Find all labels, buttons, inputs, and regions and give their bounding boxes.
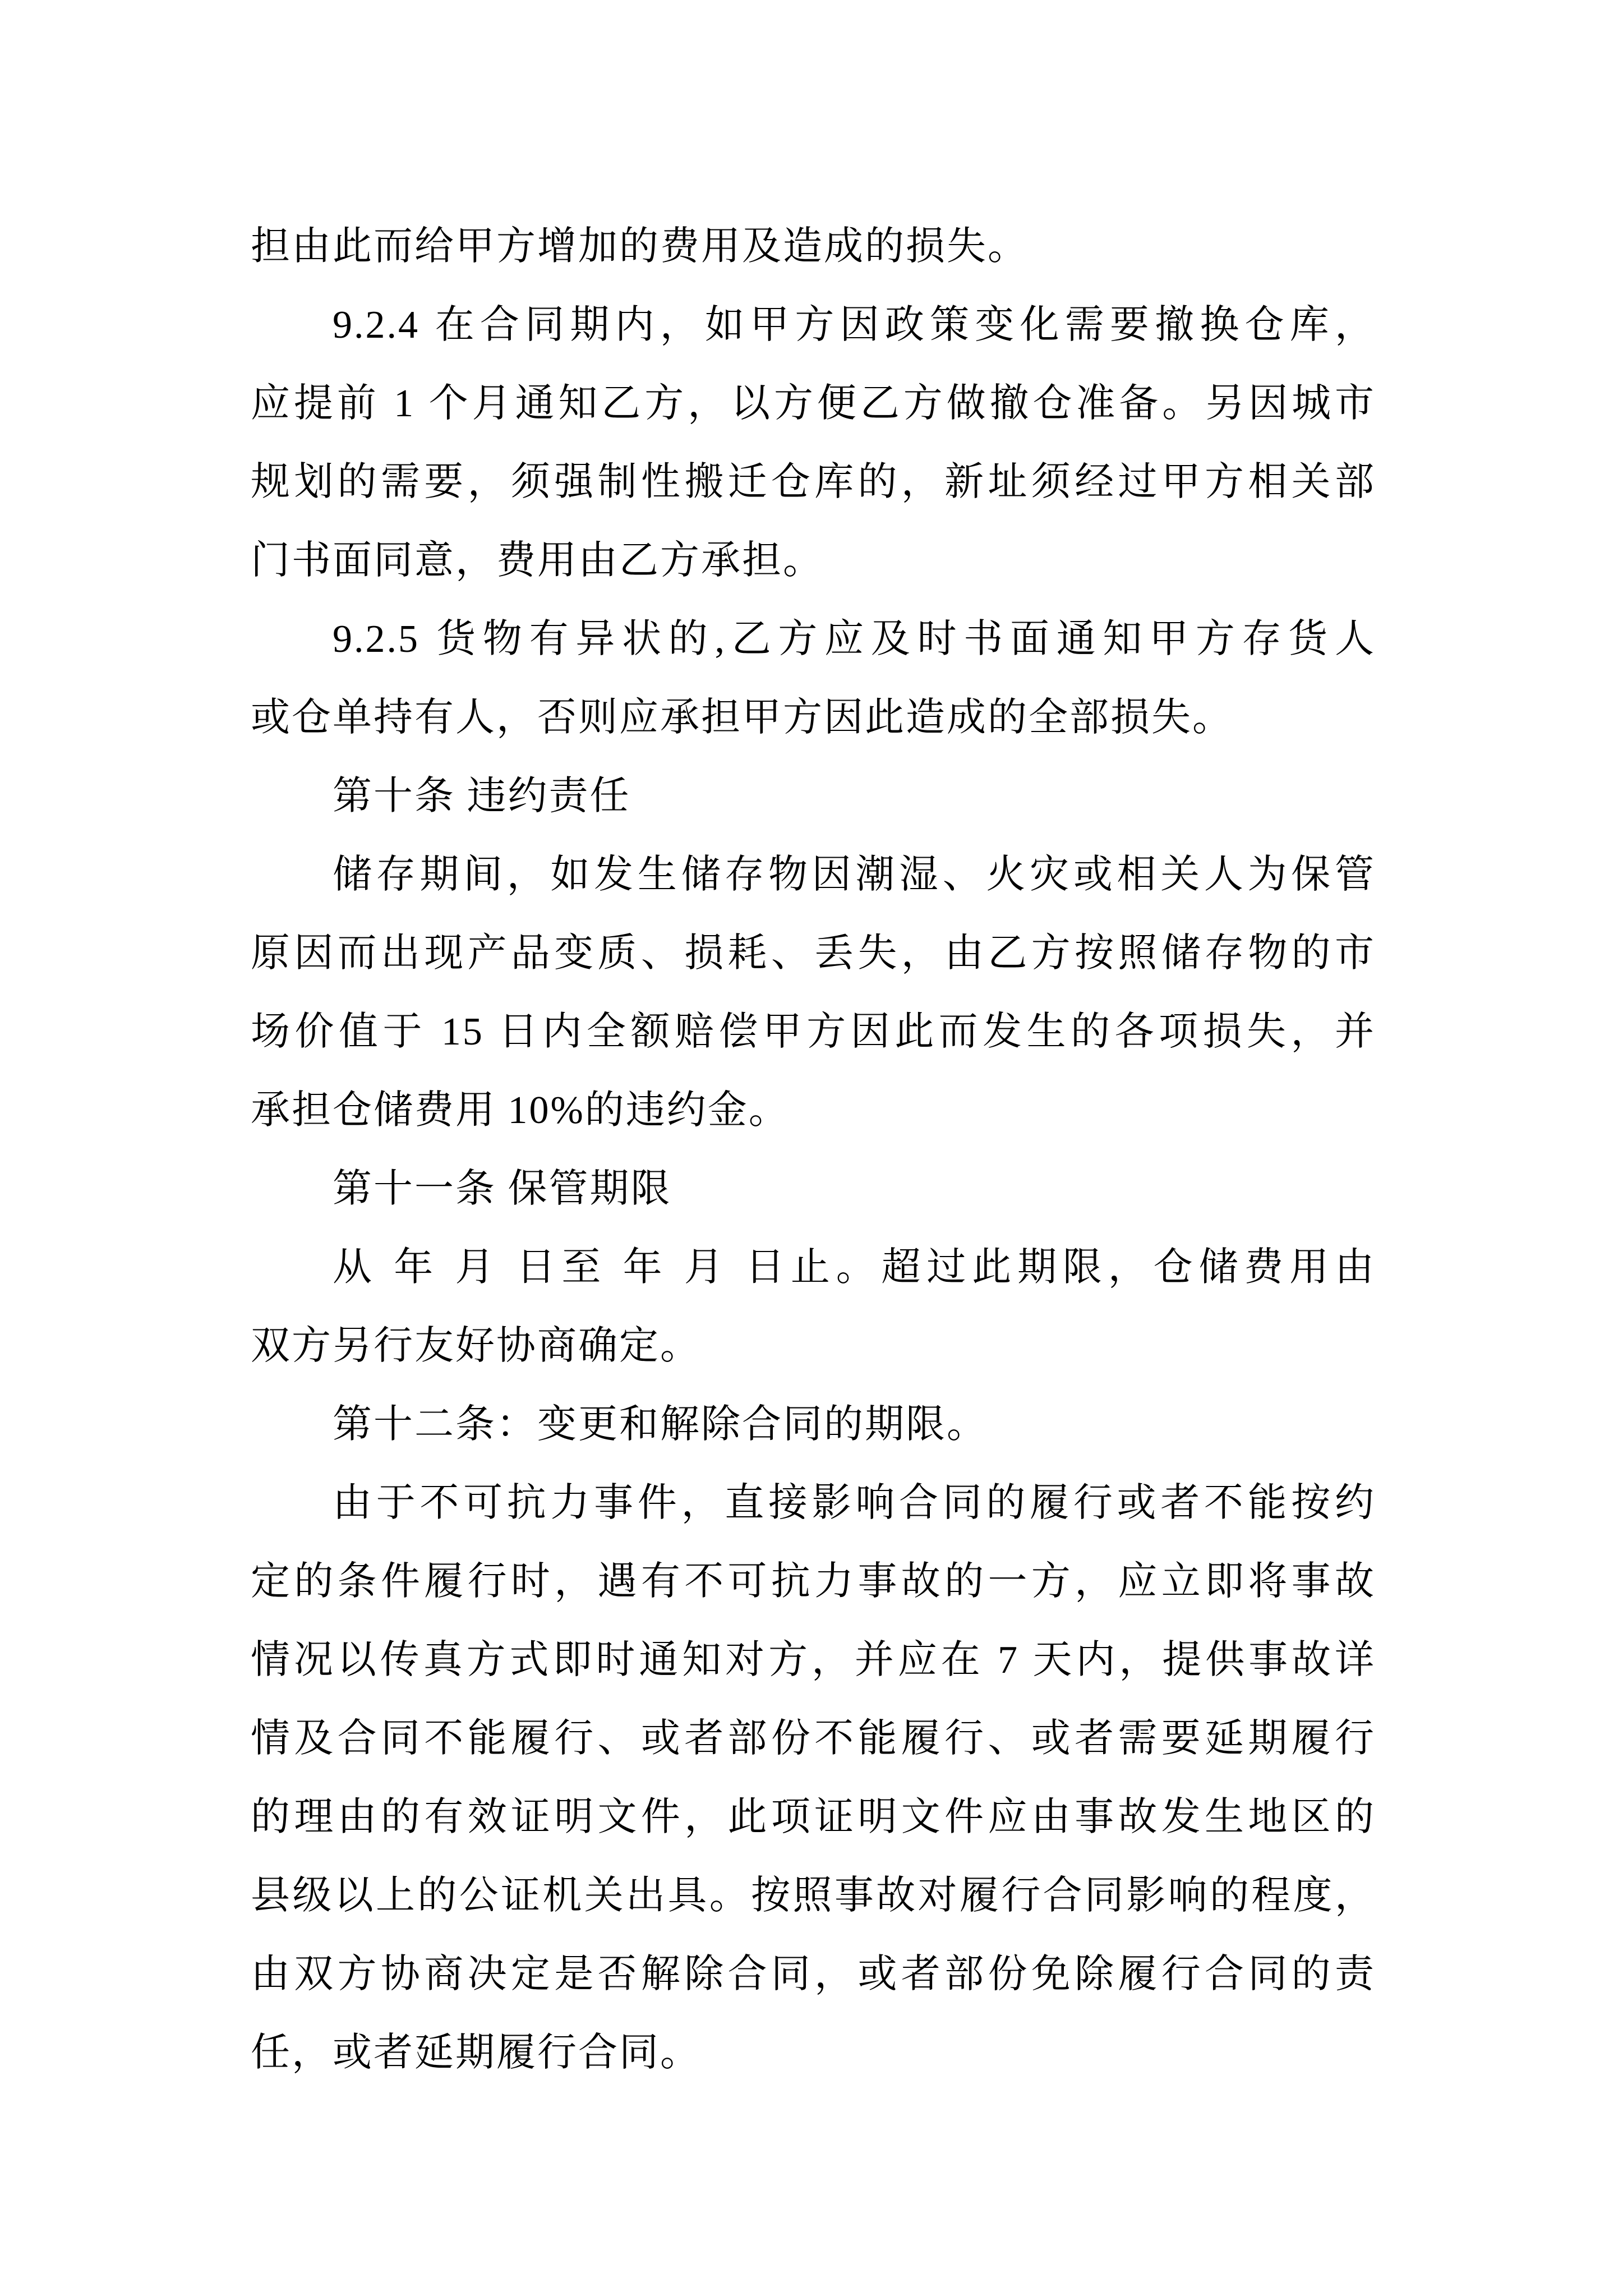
contract-text-line: 担由此而给甲方增加的费用及造成的损失。 <box>251 225 1029 268</box>
contract-text-line: 的理由的有效证明文件，此项证明文件应由事故发生地区的 <box>251 1796 1376 1839</box>
contract-text-line: 情及合同不能履行、或者部份不能履行、或者需要延期履行 <box>251 1717 1376 1760</box>
contract-text-line: 双方另行友好协商确定。 <box>251 1324 701 1368</box>
contract-text-line: 原因而出现产品变质、损耗、丢失，由乙方按照储存物的市 <box>251 932 1376 975</box>
contract-text-line: 场价值于 15 日内全额赔偿甲方因此而发生的各项损失，并 <box>251 1010 1376 1053</box>
contract-text-line: 由双方协商决定是否解除合同，或者部份免除履行合同的责 <box>251 1953 1376 1996</box>
contract-text-line: 任，或者延期履行合同。 <box>251 2031 701 2074</box>
contract-text-line: 或仓单持有人，否则应承担甲方因此造成的全部损失。 <box>251 696 1233 739</box>
contract-text-line: 储存期间，如发生储存物因潮湿、火灾或相关人为保管 <box>333 853 1376 896</box>
contract-text-line: 情况以传真方式即时通知对方，并应在 7 天内，提供事故详 <box>251 1639 1376 1682</box>
contract-text-line: 第十二条：变更和解除合同的期限。 <box>333 1403 988 1446</box>
contract-text-line: 9.2.4 在合同期内，如甲方因政策变化需要撤换仓库， <box>333 303 1376 347</box>
contract-text-line: 从 年 月 日至 年 月 日止。超过此期限，仓储费用由 <box>333 1246 1376 1289</box>
contract-text-line: 规划的需要，须强制性搬迁仓库的，新址须经过甲方相关部 <box>251 461 1376 504</box>
contract-text-line: 第十一条 保管期限 <box>333 1167 672 1211</box>
contract-text-line: 第十条 违约责任 <box>333 775 631 818</box>
contract-text-line: 承担仓储费用 10%的违约金。 <box>251 1089 790 1132</box>
contract-text-line: 9.2.5 货物有异状的,乙方应及时书面通知甲方存货人 <box>333 618 1376 661</box>
contract-text-block <box>251 208 1376 2092</box>
contract-text-line: 定的条件履行时，遇有不可抗力事故的一方，应立即将事故 <box>251 1560 1376 1603</box>
contract-text-line: 门书面同意，费用由乙方承担。 <box>251 539 824 582</box>
contract-text-line: 县级以上的公证机关出具。按照事故对履行合同影响的程度， <box>251 1874 1376 1917</box>
contract-text-line: 由于不可抗力事件，直接影响合同的履行或者不能按约 <box>333 1481 1376 1525</box>
contract-text-line: 应提前 1 个月通知乙方，以方便乙方做撤仓准备。另因城市 <box>251 382 1376 425</box>
